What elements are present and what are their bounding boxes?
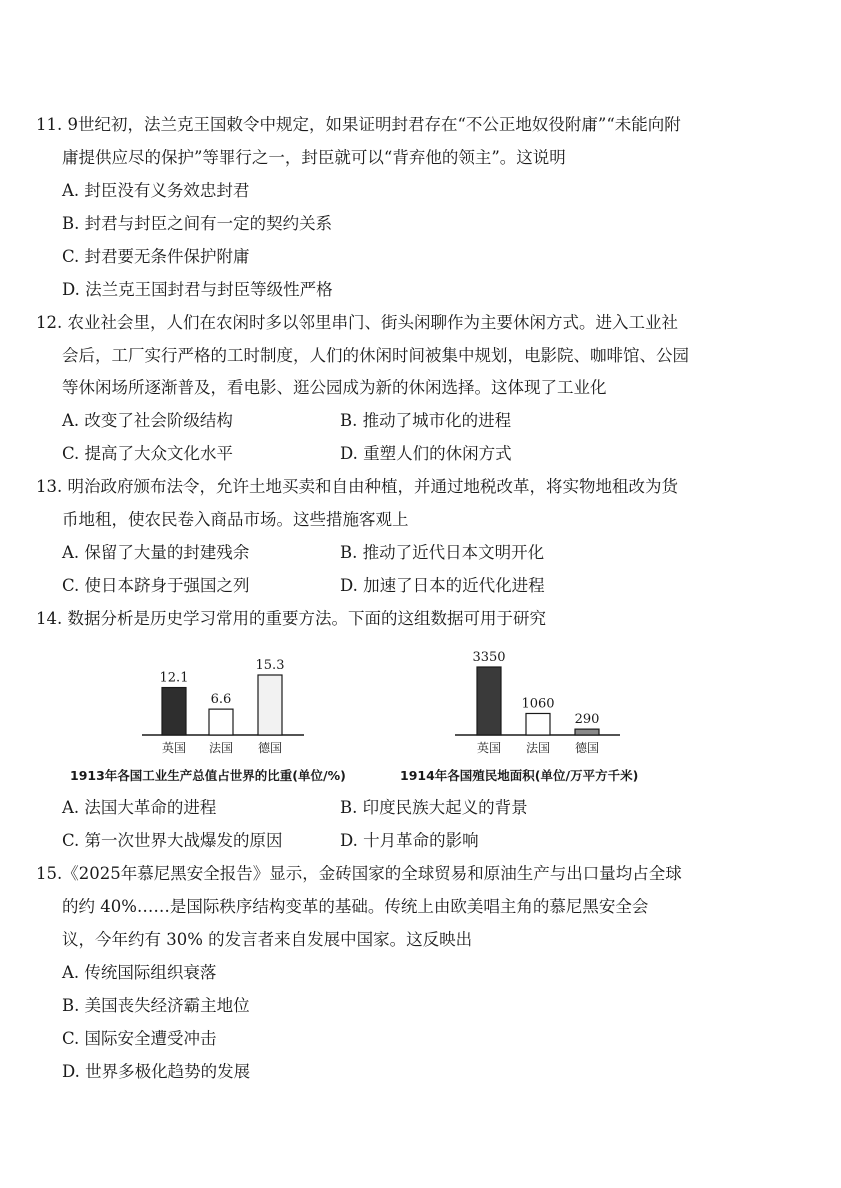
q13-stem-line2: 币地租，使农民卷入商品市场。这些措施客观上 xyxy=(62,510,409,529)
q13-stem-line1: 13. 明治政府颁布法令，允许土地买卖和自由种植，并通过地税改革，将实物地租改为货 xyxy=(36,477,678,496)
chart2-caption: 1914年各国殖民地面积(单位/万平方千米) xyxy=(400,768,639,783)
q11-option-d: D. 法兰克王国封君与封臣等级性严格 xyxy=(62,280,333,299)
chart1-bar-2 xyxy=(209,709,233,735)
q12-option-d: D. 重塑人们的休闲方式 xyxy=(340,444,512,463)
q12-option-c: C. 提高了大众文化水平 xyxy=(62,444,234,463)
q15-stem-line2: 的约 40%……是国际秩序结构变革的基础。传统上由欧美唱主角的慕尼黑安全会 xyxy=(62,897,649,916)
chart1-caption: 1913年各国工业生产总值占世界的比重(单位/%) xyxy=(70,768,346,783)
chart2-category-label-3: 德国 xyxy=(574,741,600,755)
chart2-value-label-3: 290 xyxy=(574,712,600,728)
q15-stem-line1: 15.《2025年慕尼黑安全报告》显示，金砖国家的全球贸易和原油生产与出口量均占全球 xyxy=(36,864,682,883)
chart2-category-label-1: 英国 xyxy=(476,741,502,755)
q13-option-a: A. 保留了大量的封建残余 xyxy=(62,543,250,562)
chart2-bar-1 xyxy=(477,667,501,735)
chart2-bar-2 xyxy=(526,713,550,735)
q15-option-c: C. 国际安全遭受冲击 xyxy=(62,1029,217,1048)
q14-option-a: A. 法国大革命的进程 xyxy=(62,798,217,817)
q15-option-d: D. 世界多极化趋势的发展 xyxy=(62,1062,251,1081)
q15-option-b: B. 美国丧失经济霸主地位 xyxy=(62,996,250,1015)
q13-option-b: B. 推动了近代日本文明开化 xyxy=(340,543,545,562)
q11-stem-line2: 庸提供应尽的保护”等罪行之一，封臣就可以“背弃他的领主”。这说明 xyxy=(62,148,566,167)
chart1-bar-1 xyxy=(162,688,186,735)
q11-option-a: A. 封臣没有义务效忠封君 xyxy=(62,181,250,200)
q12-option-a: A. 改变了社会阶级结构 xyxy=(62,411,233,430)
q14-stem-line1: 14. 数据分析是历史学习常用的重要方法。下面的这组数据可用于研究 xyxy=(36,609,546,628)
q15-stem-line3: 议，今年约有 30% 的发言者来自发展中国家。这反映出 xyxy=(62,930,473,949)
chart1-value-label-1: 12.1 xyxy=(159,670,189,686)
chart2-value-label-1: 3350 xyxy=(472,650,506,665)
chart1-category-label-2: 法国 xyxy=(208,741,234,755)
chart1-value-label-3: 15.3 xyxy=(255,658,285,673)
q14-option-c: C. 第一次世界大战爆发的原因 xyxy=(62,831,283,850)
chart1-bar-3 xyxy=(258,675,282,735)
chart1-category-label-3: 德国 xyxy=(257,741,283,755)
q12-stem-line1: 12. 农业社会里，人们在农闲时多以邻里串门、街头闲聊作为主要休闲方式。进入工业社 xyxy=(36,313,678,332)
q14-option-b: B. 印度民族大起义的背景 xyxy=(340,798,528,817)
q11-option-b: B. 封君与封臣之间有一定的契约关系 xyxy=(62,214,333,233)
q12-stem-line2: 会后，工厂实行严格的工时制度，人们的休闲时间被集中规划，电影院、咖啡馆、公园 xyxy=(62,346,689,365)
q13-option-d: D. 加速了日本的近代化进程 xyxy=(340,576,545,595)
chart2-category-label-2: 法国 xyxy=(525,741,551,755)
q13-option-c: C. 使日本跻身于强国之列 xyxy=(62,576,250,595)
q12-stem-line3: 等休闲场所逐渐普及，看电影、逛公园成为新的休闲选择。这体现了工业化 xyxy=(62,378,607,397)
q15-option-a: A. 传统国际组织衰落 xyxy=(62,963,217,982)
q11-option-c: C. 封君要无条件保护附庸 xyxy=(62,247,250,266)
q12-option-b: B. 推动了城市化的进程 xyxy=(340,411,512,430)
chart2-bar-3 xyxy=(575,729,599,735)
q14-option-d: D. 十月革命的影响 xyxy=(340,831,479,850)
chart2-value-label-2: 1060 xyxy=(521,696,555,712)
chart1-value-label-2: 6.6 xyxy=(210,692,232,708)
chart1-category-label-1: 英国 xyxy=(161,741,187,755)
q11-stem-line1: 11. 9世纪初，法兰克王国敕令中规定，如果证明封君存在“不公正地奴役附庸”“未能向附 xyxy=(36,115,681,134)
